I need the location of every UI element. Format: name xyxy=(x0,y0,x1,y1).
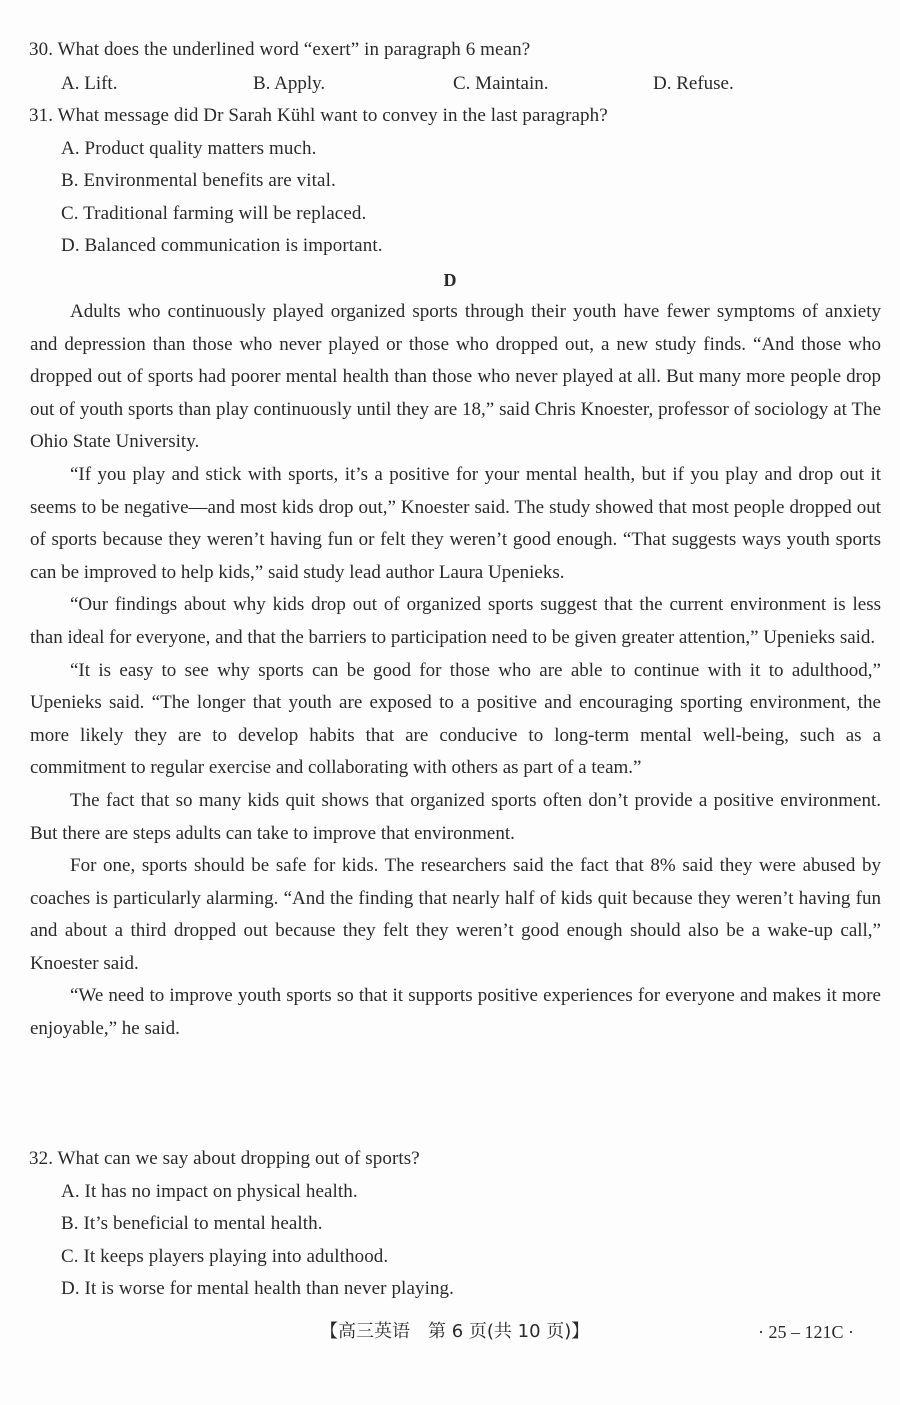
page-footer-label: 【高三英语 第 6 页(共 10 页)】 xyxy=(320,1321,590,1342)
page-footer-code: · 25 – 121C · xyxy=(758,1322,854,1342)
question-32-option-b: B. It’s beneficial to mental health. xyxy=(61,1213,323,1234)
question-32-option-d: D. It is worse for mental health than never playing. xyxy=(61,1278,455,1299)
question-31-stem: 31. What message did Dr Sarah Kühl want to convey in the last paragraph? xyxy=(29,105,608,126)
passage-paragraph-7: “We need to improve youth sports so that it supports positive experiences for everyone and makes it more enjoyable,” he said. xyxy=(30,985,881,1040)
question-30-option-d: D. Refuse. xyxy=(653,73,734,94)
question-30-option-a: A. Lift. xyxy=(61,73,118,94)
question-30-option-c: C. Maintain. xyxy=(453,73,549,94)
question-31-option-a: A. Product quality matters much. xyxy=(61,138,317,159)
passage-paragraph-4: “It is easy to see why sports can be good for those who are able to continue with it to adulthood,” Upenieks said. “The longer that youth are exposed to a positive and encouraging sporting environment, the more likely they are to develop habits that are conducive to long-term mental well-being, such as a commitment to regular exercise and collaborating with others as part of a team.” xyxy=(30,659,881,779)
passage-paragraph-2: “If you play and stick with sports, it’s a positive for your mental health, but if you play and drop out it seems to be negative—and most kids drop out,” Knoester said. The study showed that most people dropped out of sports because they weren’t having fun or felt they weren’t good enough. “That suggests ways youth sports can be improved to help kids,” said study lead author Laura Upenieks. xyxy=(30,463,881,583)
question-31-option-c: C. Traditional farming will be replaced. xyxy=(61,203,367,224)
question-32-option-a: A. It has no impact on physical health. xyxy=(61,1181,358,1202)
passage-paragraph-1: Adults who continuously played organized sports through their youth have fewer symptoms of anxiety and depression than those who never played or those who dropped out, a new study finds. “And those who dropped out of sports had poorer mental health than those who never played at all. But many more people drop out of youth sports than play continuously until they are 18,” said Chris Knoester, professor of sociology at The Ohio State University. xyxy=(30,301,881,453)
question-32-stem: 32. What can we say about dropping out of sports? xyxy=(29,1148,420,1169)
passage-paragraph-5: The fact that so many kids quit shows that organized sports often don’t provide a positive environment. But there are steps adults can take to improve that environment. xyxy=(30,789,881,844)
passage-paragraph-3: “Our findings about why kids drop out of organized sports suggest that the current environment is less than ideal for everyone, and that the barriers to participation need to be given greater attention,” Upenieks said. xyxy=(30,594,881,648)
question-32-option-c: C. It keeps players playing into adulthood. xyxy=(61,1246,389,1267)
question-30-option-b: B. Apply. xyxy=(253,73,326,94)
passage xyxy=(30,296,881,1046)
question-31-option-b: B. Environmental benefits are vital. xyxy=(61,170,336,191)
section-heading: D xyxy=(443,270,457,290)
question-30-stem: 30. What does the underlined word “exert” in paragraph 6 mean? xyxy=(29,39,531,60)
passage-paragraph-6: For one, sports should be safe for kids. The researchers said the fact that 8% said they were abused by coaches is particularly alarming. “And the finding that nearly half of kids quit because they weren’t having fun and about a third dropped out because they felt they weren’t good enough should also be a wake-up call,” Knoester said. xyxy=(30,855,881,974)
question-31-option-d: D. Balanced communication is important. xyxy=(61,235,383,256)
